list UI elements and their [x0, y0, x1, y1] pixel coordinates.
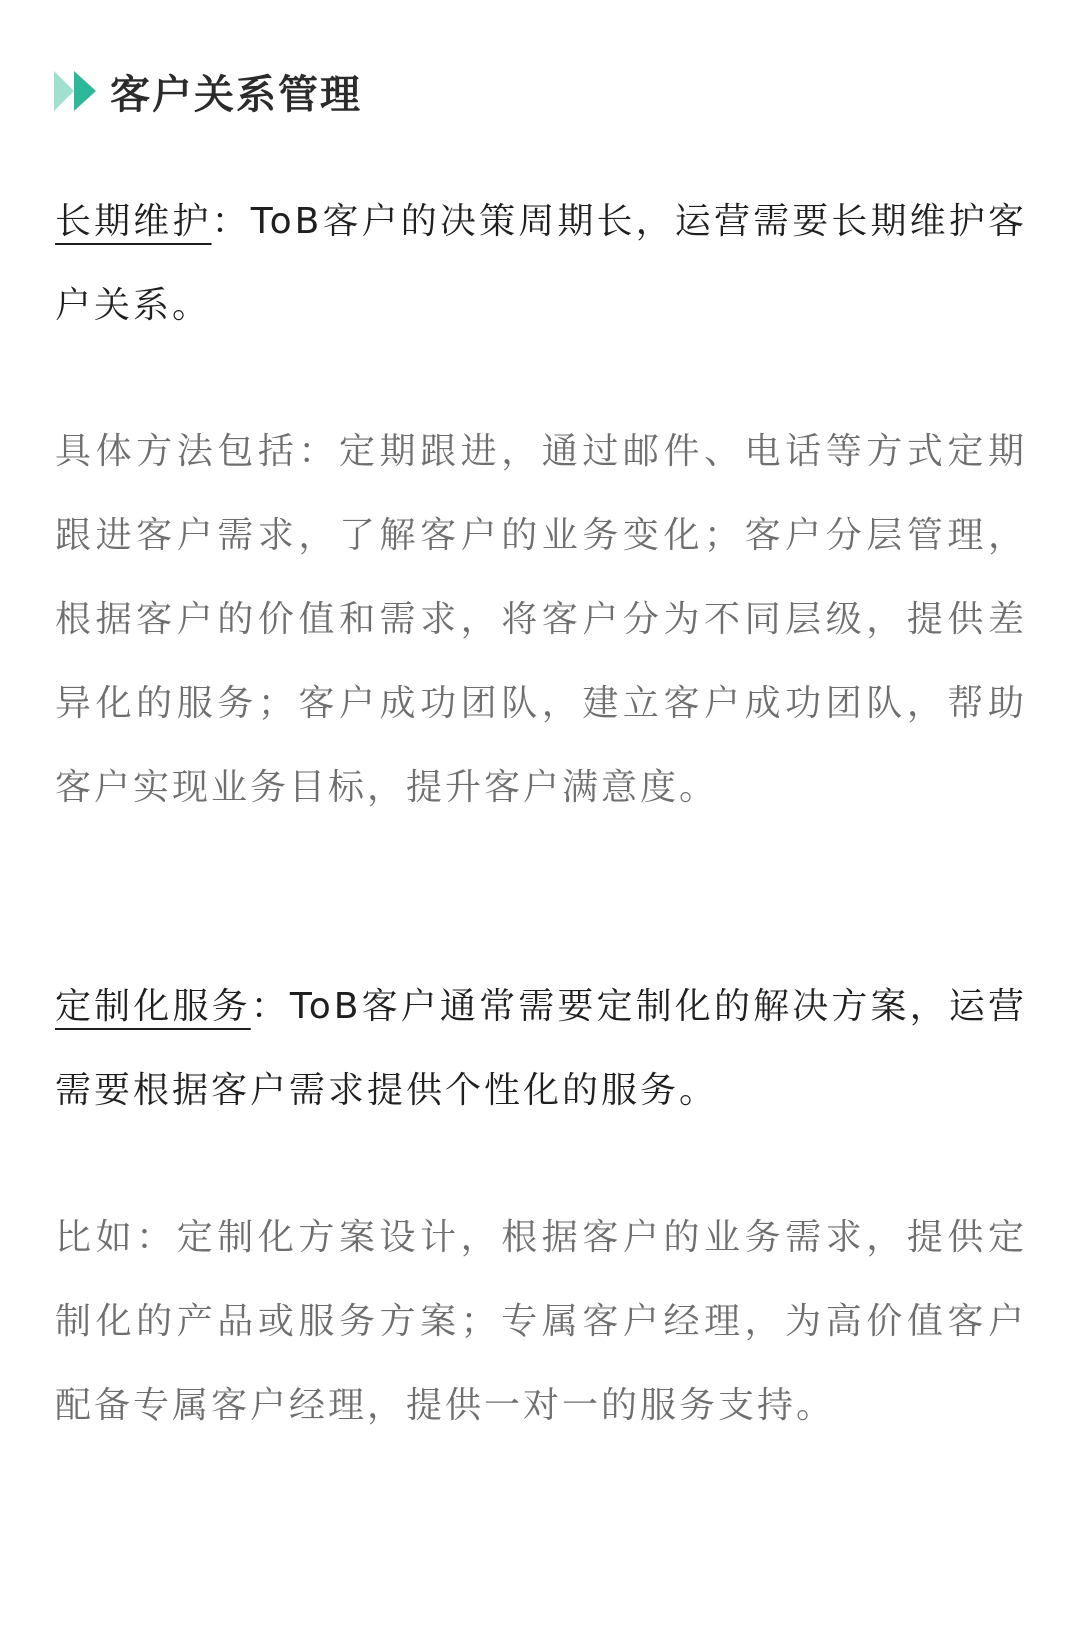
double-chevron-icon [54, 69, 102, 113]
section-header [54, 62, 362, 120]
customized-service-paragraph [55, 965, 1027, 1133]
customized-service-detail: 比如：定制化方案设计，根据客户的业务需求，提供定制化的产品或服务方案；专属客户经理，为高价值客户配备专属客户经理，提供一对一的服务支持。 [55, 1217, 1027, 1426]
term-separator: ： [211, 201, 251, 242]
long-term-maintenance-term: 长期维护 [55, 201, 212, 242]
long-term-maintenance-body: ToB客户的决策周期长，运营需要长期维护客户关系。 [55, 201, 1027, 326]
term-separator: ： [250, 986, 290, 1027]
customized-service-term: 定制化服务 [55, 986, 251, 1027]
section-title: 客户关系管理 [110, 71, 362, 118]
long-term-maintenance-detail: 具体方法包括：定期跟进，通过邮件、电话等方式定期跟进客户需求，了解客户的业务变化；客户分层管理，根据客户的价值和需求，将客户分为不同层级，提供差异化的服务；客户成功团队，建立客户成功团队，帮助客户实现业务目标，提升客户满意度。 [55, 431, 1027, 808]
long-term-maintenance-paragraph [55, 180, 1027, 348]
customized-service-body: ToB客户通常需要定制化的解决方案，运营需要根据客户需求提供个性化的服务。 [55, 986, 1027, 1111]
